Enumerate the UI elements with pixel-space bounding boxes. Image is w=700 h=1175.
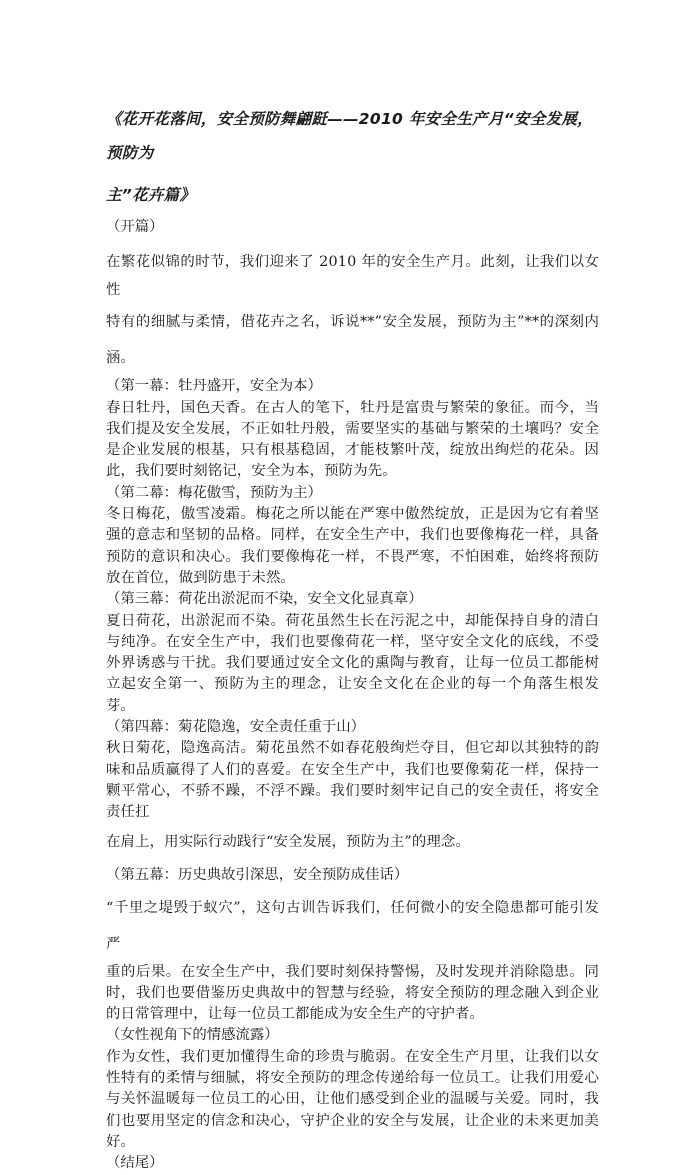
document-title bbox=[106, 102, 599, 212]
document-page bbox=[106, 90, 599, 1175]
section-heading-act-5: （第五幕：历史典故引深思，安全预防成佳话） bbox=[106, 866, 409, 883]
opening-line-1: 在繁花似锦的时节，我们迎来了 2010 年的安全生产月。此刻，让我们以女性 bbox=[106, 254, 599, 299]
section-heading-act-4: （第四幕：菊花隐逸，安全责任重于山） bbox=[106, 719, 366, 736]
opening-line-2: 特有的细腻与柔情，借花卉之名，诉说**”安全发展，预防为主”**的深刻内涵。 bbox=[106, 314, 599, 367]
paragraph-act-3: 夏日荷花，出淤泥而不染。荷花虽然生长在污泥之中，却能保持自身的清白与纯净。在安全生产中，我们也要像荷花一样，坚守安全文化的底线，不受外界诱惑与干扰。我们要通过安全文化的熏陶与教育，让每一位员工都能树立起安全第一、预防为主的理念，让安全文化在企业的每一个角落生根发芽。 bbox=[106, 612, 599, 714]
section-heading-act-1: （第一幕：牡丹盛开，安全为本） bbox=[106, 378, 322, 395]
paragraph-feminine-view: 作为女性，我们更加懂得生命的珍贵与脆弱。在安全生产月里，让我们以女性特有的柔情与细腻，将安全预防的理念传递给每一位员工。让我们用爱心与关怀温暖每一位员工的心田，让他们感受到企业的温暖与关爱。同时，我们也要用坚定的信念和决心，守护企业的安全与发展，让企业的未来更加美好。 bbox=[106, 1048, 599, 1150]
paragraph-act-4-tail: 在肩上，用实际行动践行“安全发展，预防为主”的理念。 bbox=[106, 833, 470, 850]
paragraph-act-4: 秋日菊花，隐逸高洁。菊花虽然不如春花般绚烂夺目，但它却以其独特的韵味和品质赢得了人们的喜爱。在安全生产中，我们也要像菊花一样，保持一颗平常心，不骄不躁，不浮不躁。我们要时刻牢记自己的安全责任，将安全责任扛 bbox=[106, 740, 599, 821]
section-heading-opening: （开篇） bbox=[106, 219, 164, 235]
paragraph-act-2: 冬日梅花，傲雪凌霜。梅花之所以能在严寒中傲然绽放，正是因为它有着坚强的意志和坚韧的品格。同样，在安全生产中，我们也要像梅花一样，具备预防的意识和决心。我们要像梅花一样，不畏严寒，不怕困难，始终将预防放在首位，做到防患于未然。 bbox=[106, 506, 599, 586]
paragraph-act-1: 春日牡丹，国色天香。在古人的笔下，牡丹是富贵与繁荣的象征。而今，当我们提及安全发展，不正如牡丹般，需要坚实的基础与繁荣的土壤吗？安全是企业发展的根基，只有根基稳固，才能枝繁叶茂，绽放出绚烂的花朵。因此，我们要时刻铭记，安全为本，预防为先。 bbox=[106, 399, 599, 480]
section-heading-act-2: （第二幕：梅花傲雪，预防为主） bbox=[106, 484, 322, 501]
title-line-2: 主”花卉篇》 bbox=[106, 186, 196, 204]
paragraph-act-5-first-line: “千里之堤毁于蚁穴”，这句古训告诉我们，任何微小的安全隐患都可能引发严 bbox=[106, 899, 599, 952]
paragraph-act-5: 重的后果。在安全生产中，我们要时刻保持警惕，及时发现并消除隐患。同时，我们也要借鉴历史典故中的智慧与经验，将安全预防的理念融入到企业的日常管理中，让每一位员工都能成为安全生产的守护者。 bbox=[106, 963, 599, 1023]
section-heading-act-3: （第三幕：荷花出淤泥而不染，安全文化显真章） bbox=[106, 591, 423, 608]
section-heading-ending: （结尾） bbox=[106, 1155, 164, 1172]
title-line-1: 《花开花落间，安全预防舞翩跹——2010 年安全生产月“安全发展，预防为 bbox=[106, 110, 593, 162]
section-heading-feminine-view: （女性视角下的情感流露） bbox=[106, 1027, 279, 1044]
